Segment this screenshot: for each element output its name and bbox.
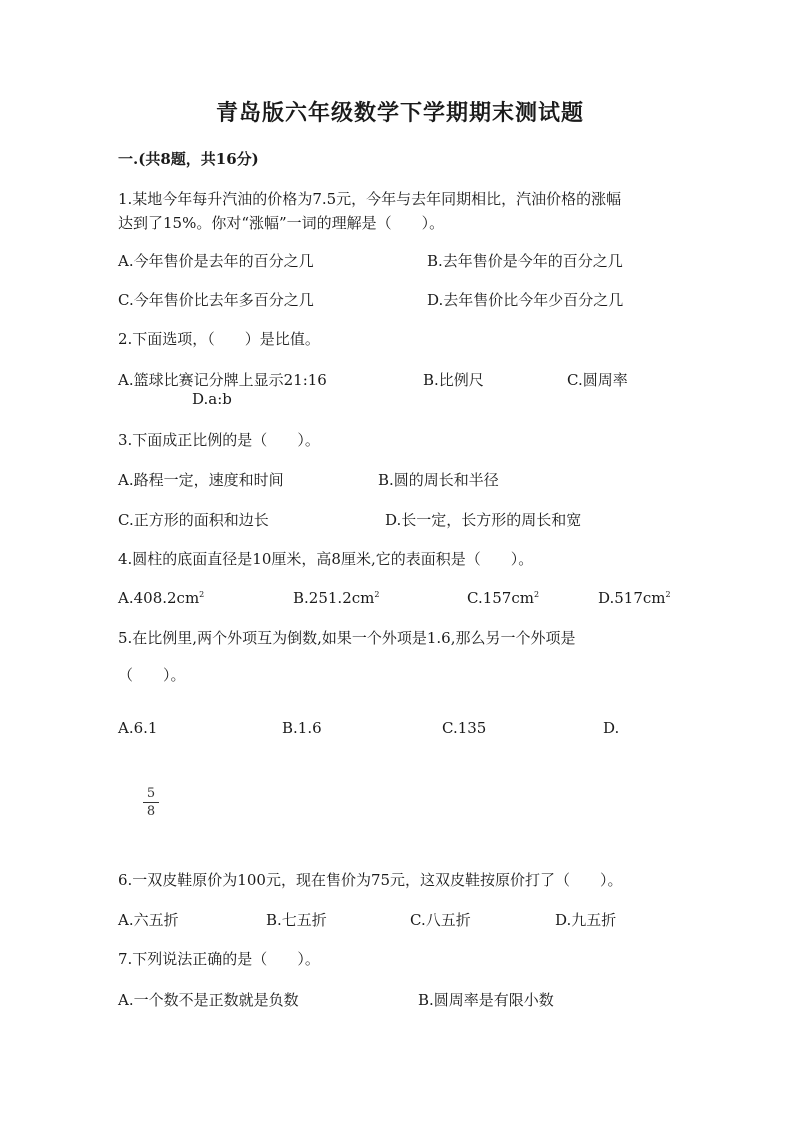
fraction-bar (143, 802, 159, 803)
question-2-line-1: 2.下面选项，（ ）是比值。 (118, 330, 320, 348)
question-6-option-b: B.七五折 (266, 911, 327, 929)
question-1-option-c: C.今年售价比去年多百分之几 (118, 291, 314, 309)
question-6-line-1: 6.一双皮鞋原价为100元，现在售价为75元，这双皮鞋按原价打了（ ）。 (118, 871, 623, 889)
question-1-line-2: 达到了15%。你对“涨幅”一词的理解是（ ）。 (118, 214, 445, 232)
question-4-option-a: $A.408.2cm^2$ (118, 589, 205, 607)
question-3-option-d: D.长一定，长方形的周长和宽 (385, 511, 582, 529)
question-6-option-a: A.六五折 (118, 911, 179, 929)
section-heading: 一.(共8题，共16分) (118, 150, 259, 168)
question-5-option-d: D. (603, 719, 620, 737)
question-4-option-c: $C.157cm^2$ (467, 589, 540, 607)
question-4-option-b: $B.251.2cm^2$ (293, 589, 380, 607)
question-3-option-c: C.正方形的面积和边长 (118, 511, 269, 529)
question-7-option-b: B.圆周率是有限小数 (418, 991, 554, 1009)
question-3-option-b: B.圆的周长和半径 (378, 471, 499, 489)
question-4-option-d: $D.517cm^2$ (598, 589, 671, 607)
fraction-numerator: 5 (146, 786, 156, 801)
question-4-line-1: 4.圆柱的底面直径是10厘米，高8厘米,它的表面积是（ ）。 (118, 550, 534, 568)
question-5-option-b: B.1.6 (282, 719, 322, 737)
question-2-option-a: A.篮球比赛记分牌上显示21:16 (118, 371, 327, 389)
question-5-option-c: C.135 (442, 719, 487, 737)
fraction-denominator: 8 (146, 804, 156, 819)
question-1-line-1: 1.某地今年每升汽油的价格为7.5元，今年与去年同期相比，汽油价格的涨幅 (118, 190, 622, 208)
question-1-option-b: B.去年售价是今年的百分之几 (427, 252, 623, 270)
question-2-option-d: D.a:b (192, 390, 232, 408)
question-2-option-c: C.圆周率 (567, 371, 628, 389)
question-1-option-d: D.去年售价比今年少百分之几 (427, 291, 624, 309)
question-3-line-1: 3.下面成正比例的是（ ）。 (118, 431, 320, 449)
fraction-five-eighths (143, 786, 159, 819)
question-5-option-a: A.6.1 (118, 719, 158, 737)
page-title: 青岛版六年级数学下学期期末测试题 (215, 100, 584, 126)
question-2-option-b: B.比例尺 (423, 371, 484, 389)
question-6-option-c: C.八五折 (410, 911, 471, 929)
question-3-option-a: A.路程一定，速度和时间 (118, 471, 284, 489)
question-5-line-2: （ ）。 (118, 666, 186, 684)
question-1-option-a: A.今年售价是去年的百分之几 (118, 252, 314, 270)
question-6-option-d: D.九五折 (555, 911, 617, 929)
question-7-line-1: 7.下列说法正确的是（ ）。 (118, 950, 320, 968)
question-7-option-a: A.一个数不是正数就是负数 (118, 991, 299, 1009)
question-5-line-1: 5.在比例里,两个外项互为倒数,如果一个外项是1.6,那么另一个外项是 (118, 629, 576, 647)
